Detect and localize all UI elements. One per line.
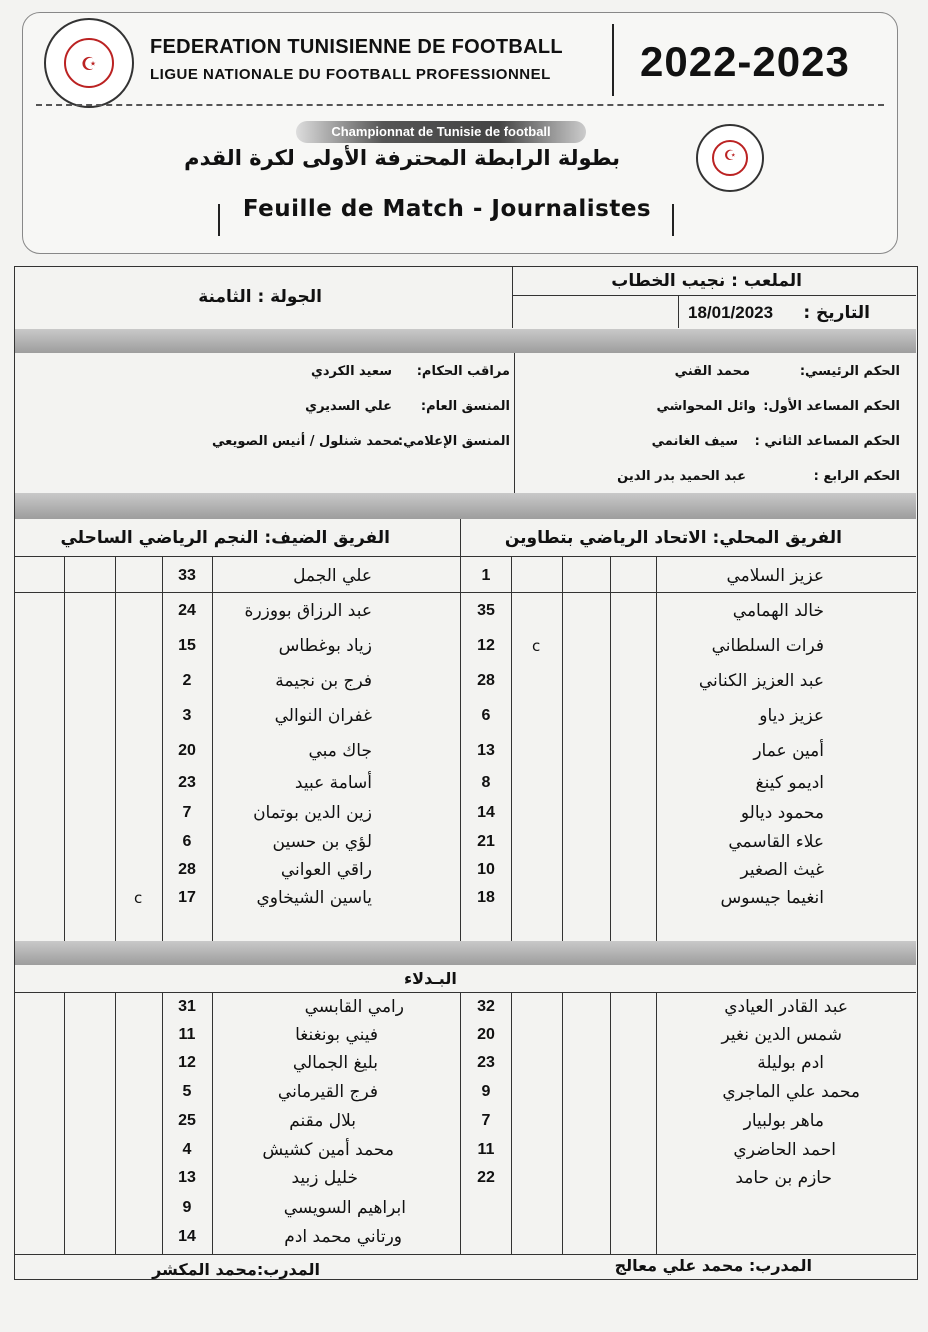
col-line [610, 556, 611, 941]
fourth-official: عبد الحميد بدر الدين [617, 469, 746, 484]
grey-band-2 [15, 493, 916, 519]
away-coach: المدرب:محمد المكشر [152, 1260, 320, 1279]
home-sub-name: شمس الدين نغير [721, 1025, 842, 1045]
home-player-name: أمين عمار [753, 741, 824, 761]
away-player-name: فرج بن نجيمة [275, 671, 372, 691]
home-player-number: 6 [481, 707, 491, 724]
home-sub-number: 20 [477, 1026, 495, 1043]
home-sub-name: ماهر بولبيار [743, 1111, 824, 1131]
home-player-name: اديمو كينغ [755, 773, 824, 793]
home-sub-number: 9 [481, 1083, 491, 1100]
away-sub-number: 14 [178, 1228, 196, 1245]
away-sub-number: 12 [178, 1054, 196, 1071]
home-sub-number: 7 [481, 1112, 491, 1129]
col-line [656, 556, 657, 941]
home-sub-name: محمد علي الماجري [722, 1082, 860, 1102]
away-sub-name: بلال مقنم [289, 1111, 356, 1131]
stadium: الملعب : نجيب الخطاب [611, 271, 802, 291]
away-player-name: زياد بوغطاس [278, 636, 372, 656]
away-sub-name: فيني بونغنغا [295, 1025, 378, 1045]
col-line [115, 992, 116, 1254]
home-player-name: عزيز السلامي [726, 566, 824, 586]
assistant2-label: الحكم المساعد الثاني : [754, 434, 900, 449]
away-player-name: جاك مبي [308, 741, 372, 761]
away-player-number: 2 [182, 672, 192, 689]
subs-title: البـدلاء [404, 969, 457, 988]
ligue-name: LIGUE NATIONALE DU FOOTBALL PROFESSIONNEL [150, 66, 551, 83]
subs-header-line [15, 992, 916, 993]
home-coach: المدرب: محمد علي معالج [614, 1256, 812, 1275]
col-line [511, 992, 512, 1254]
observer-label: مراقب الحكام: [416, 364, 510, 379]
away-sub-number: 25 [178, 1112, 196, 1129]
away-player-name: غفران النوالي [274, 706, 372, 726]
home-sub-number: 11 [477, 1141, 495, 1158]
home-player-number: 14 [477, 804, 495, 821]
away-captain-mark: c [134, 889, 143, 907]
home-player-number: 35 [477, 602, 495, 619]
ftf-logo: ☪ [44, 18, 134, 108]
away-player-name: أسامة عبيد [294, 773, 372, 793]
home-player-number: 12 [477, 637, 495, 654]
col-line [115, 556, 116, 941]
away-player-name: زين الدين بوتمان [253, 803, 372, 823]
match-date: 18/01/2023 [688, 303, 774, 322]
home-player-name: غيث الصغير [740, 860, 824, 880]
federation-name: FEDERATION TUNISIENNE DE FOOTBALL [150, 36, 563, 58]
home-player-name: خالد الهمامي [732, 601, 824, 621]
assistant1-label: الحكم المساعد الأول: [763, 399, 900, 414]
team-header-line [15, 556, 916, 557]
home-sub-name: ادم بوليلة [757, 1053, 824, 1073]
away-player-number: 6 [182, 833, 192, 850]
home-player-number: 1 [481, 567, 491, 584]
round: الجولة : الثامنة [198, 287, 322, 307]
col-line [212, 556, 213, 941]
header-divider [612, 24, 614, 96]
home-sub-number: 22 [477, 1169, 495, 1186]
away-player-number: 17 [178, 889, 196, 906]
title-bar-right [672, 204, 674, 236]
away-player-name: لؤي بن حسين [272, 832, 372, 852]
col-line [656, 992, 657, 1254]
away-player-number: 28 [178, 861, 196, 878]
away-sub-name: ابراهيم السويسي [283, 1198, 406, 1218]
away-sub-number: 31 [178, 998, 196, 1015]
assistant2: سيف الغانمي [651, 434, 738, 449]
fourth-label: الحكم الرابع : [813, 469, 900, 484]
home-sub-name: حازم بن حامد [735, 1168, 832, 1188]
media-label: المنسق الإعلامي: [397, 434, 510, 449]
home-player-number: 8 [481, 774, 491, 791]
home-sub-number: 32 [477, 998, 495, 1015]
away-sub-number: 9 [182, 1199, 192, 1216]
home-player-name: محمود ديالو [740, 803, 824, 823]
away-player-number: 3 [182, 707, 192, 724]
away-player-name: علي الجمل [293, 566, 372, 586]
away-sub-name: بليغ الجمالي [292, 1053, 378, 1073]
away-team-title: الفريق الضيف: النجم الرياضي الساحلي [60, 528, 390, 548]
col-line [562, 556, 563, 941]
home-sub-number: 23 [477, 1054, 495, 1071]
officials-divider [514, 353, 515, 493]
away-sub-number: 5 [182, 1083, 192, 1100]
away-sub-name: ورتاني محمد ادم [284, 1227, 402, 1247]
away-player-number: 15 [178, 637, 196, 654]
date-label: التاريخ : [803, 303, 870, 323]
home-player-name: انغيما جيسوس [720, 888, 824, 908]
col-line [64, 992, 65, 1254]
col-line [212, 992, 213, 1254]
away-player-name: راقي العواني [280, 860, 372, 880]
col-line [562, 992, 563, 1254]
home-player-name: عزيز دياو [759, 706, 824, 726]
home-captain-mark: c [532, 637, 541, 655]
home-team-title: الفريق المحلي: الاتحاد الرياضي بتطاوين [504, 528, 842, 548]
ligue-logo: ☪ [696, 124, 764, 192]
away-player-number: 23 [178, 774, 196, 791]
home-player-name: فرات السلطاني [711, 636, 824, 656]
home-player-number: 21 [477, 833, 495, 850]
home-player-number: 28 [477, 672, 495, 689]
away-player-name: ياسين الشيخاوي [256, 888, 372, 908]
sheet-title: Feuille de Match - Journalistes [242, 196, 652, 222]
col-line [511, 556, 512, 941]
media-coordinator: محمد شنلول / أنيس الصويعي [211, 434, 400, 449]
home-sub-name: عبد القادر العيادي [724, 997, 848, 1017]
referee: محمد القني [674, 364, 750, 379]
championship-banner: Championnat de Tunisie de football [296, 121, 586, 143]
home-sub-name: احمد الحاضري [733, 1140, 836, 1160]
championship-arabic: بطولة الرابطة المحترفة الأولى لكرة القدم [184, 146, 620, 170]
away-player-number: 20 [178, 742, 196, 759]
coordinator-label: المنسق العام: [420, 399, 510, 414]
away-player-name: عبد الرزاق بووزرة [244, 601, 372, 621]
dashed-separator [36, 104, 884, 106]
away-sub-number: 13 [178, 1169, 196, 1186]
away-sub-number: 4 [182, 1141, 192, 1158]
season: 2022-2023 [640, 38, 850, 85]
away-sub-name: محمد أمين كشيش [262, 1140, 394, 1160]
col-line [610, 992, 611, 1254]
away-sub-number: 11 [178, 1026, 196, 1043]
away-player-number: 33 [178, 567, 196, 584]
date-divider [678, 296, 679, 328]
observer: سعيد الكردي [310, 364, 392, 379]
info-row-line [512, 295, 916, 296]
grey-band-3 [15, 941, 916, 965]
away-player-number: 24 [178, 602, 196, 619]
grey-band-1 [15, 329, 916, 353]
away-sub-name: خليل زبيد [291, 1168, 358, 1188]
home-player-name: علاء القاسمي [728, 832, 824, 852]
first-row-line [15, 592, 916, 593]
coach-row-line [15, 1254, 916, 1255]
home-player-number: 18 [477, 889, 495, 906]
home-player-number: 10 [477, 861, 495, 878]
home-player-number: 13 [477, 742, 495, 759]
home-player-name: عبد العزيز الكناني [698, 671, 824, 691]
assistant1: وائل المحواشي [656, 399, 756, 414]
away-sub-name: فرج القيرماني [277, 1082, 378, 1102]
away-sub-name: رامي القابسي [304, 997, 404, 1017]
referee-label: الحكم الرئيسي: [799, 364, 900, 379]
col-line [64, 556, 65, 941]
info-divider [512, 266, 513, 328]
coordinator: علي السديري [305, 399, 392, 414]
away-player-number: 7 [182, 804, 192, 821]
